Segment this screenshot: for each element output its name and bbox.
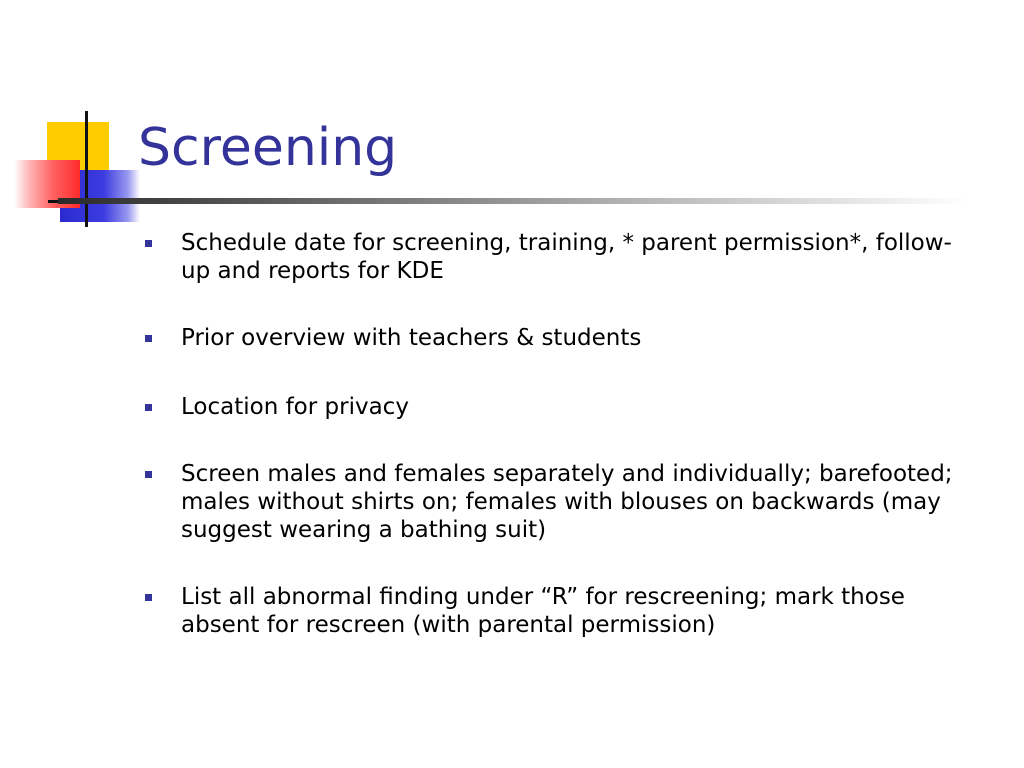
square-bullet-icon	[145, 335, 152, 342]
square-bullet-icon	[145, 594, 152, 601]
square-bullet-icon	[145, 404, 152, 411]
bullet-text: Location for privacy	[181, 394, 409, 420]
bullet-text: Prior overview with teachers & students	[181, 325, 642, 351]
square-bullet-icon	[145, 471, 152, 478]
bullet-text: Screen males and females separately and individually; barefooted; males without shirts on; females with blouses on backwards (may suggest wearing a bathing suit)	[181, 461, 953, 543]
bullet-text: List all abnormal finding under “R” for rescreening; mark those absent for rescreen (with parental permission)	[181, 584, 905, 638]
title-underline-rule	[58, 198, 968, 204]
bullet-text: Schedule date for screening, training, * parent permission*, follow-up and reports for KDE	[181, 230, 952, 284]
square-bullet-icon	[145, 240, 152, 247]
slide-title: Screening	[138, 118, 398, 178]
logo-vertical-line	[85, 111, 88, 227]
